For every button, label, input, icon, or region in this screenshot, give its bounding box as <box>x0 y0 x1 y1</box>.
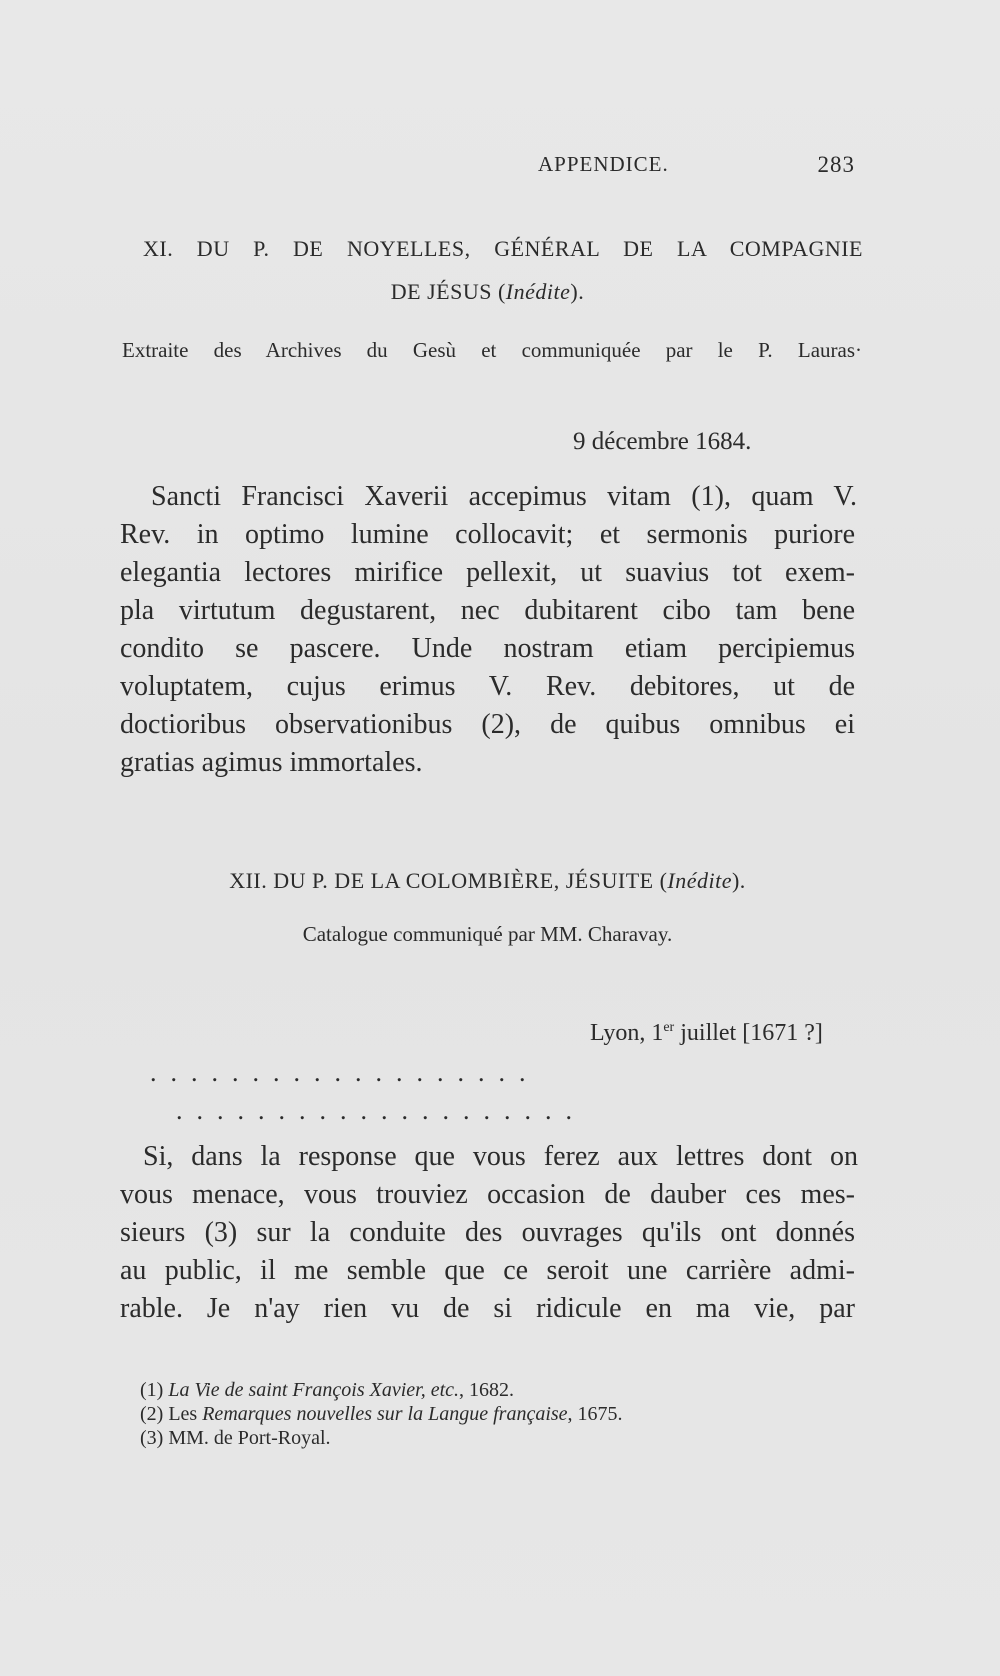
ellipsis-dots: ................... <box>150 1058 540 1087</box>
body-line: Si, dans la response que vous ferez aux lettres dont on <box>143 1141 858 1172</box>
body-line: pla virtutum degustarent, nec dubitarent cibo tam bene <box>120 595 855 626</box>
body-line: vous menace, vous trouviez occasion de dauber ces mes- <box>120 1179 855 1210</box>
body-line: rable. Je n'ay rien vu de si ridicule en ma vie, par <box>120 1293 855 1324</box>
body-line: au public, il me semble que ce seroit une carrière admi- <box>120 1255 855 1286</box>
footnote: (3) MM. de Port-Royal. <box>140 1427 331 1449</box>
body-line: Rev. in optimo lumine collocavit; et sermonis puriore <box>120 519 855 550</box>
running-head: APPENDICE. <box>538 152 669 176</box>
section-12-title: XII. DU P. DE LA COLOMBIÈRE, JÉSUITE (Inédite). <box>229 868 746 893</box>
section-11-title-line-1: XI. DU P. DE NOYELLES, GÉNÉRAL DE LA COMPAGNIE <box>143 236 863 261</box>
body-line: sieurs (3) sur la conduite des ouvrages qu'ils ont donnés <box>120 1217 855 1248</box>
body-line: doctioribus observationibus (2), de quibus omnibus ei <box>120 709 855 740</box>
section-12-source: Catalogue communiqué par MM. Charavay. <box>302 922 673 946</box>
section-11-date: 9 décembre 1684. <box>573 428 752 455</box>
section-12-place-date: Lyon, 1er juillet [1671 ?] <box>590 1020 823 1046</box>
footnote: (1) La Vie de saint François Xavier, etc., 1682. <box>140 1379 515 1401</box>
page-number: 283 <box>817 152 855 177</box>
body-line: gratias agimus immortales. <box>120 747 423 778</box>
ellipsis-dots: .................... <box>176 1096 586 1125</box>
body-line: condito se pascere. Unde nostram etiam percipiemus <box>120 633 855 664</box>
section-11-source: Extraite des Archives du Gesù et communiquée par le P. Lauras· <box>122 338 862 362</box>
body-line: elegantia lectores mirifice pellexit, ut suavius tot exem- <box>120 557 855 588</box>
body-line: voluptatem, cujus erimus V. Rev. debitores, ut de <box>120 671 855 702</box>
footnote: (2) Les Remarques nouvelles sur la Langue française, 1675. <box>140 1403 623 1425</box>
body-line: Sancti Francisci Xaverii accepimus vitam (1), quam V. <box>151 481 857 512</box>
section-11-title-line-2: DE JÉSUS (Inédite). <box>390 279 585 304</box>
